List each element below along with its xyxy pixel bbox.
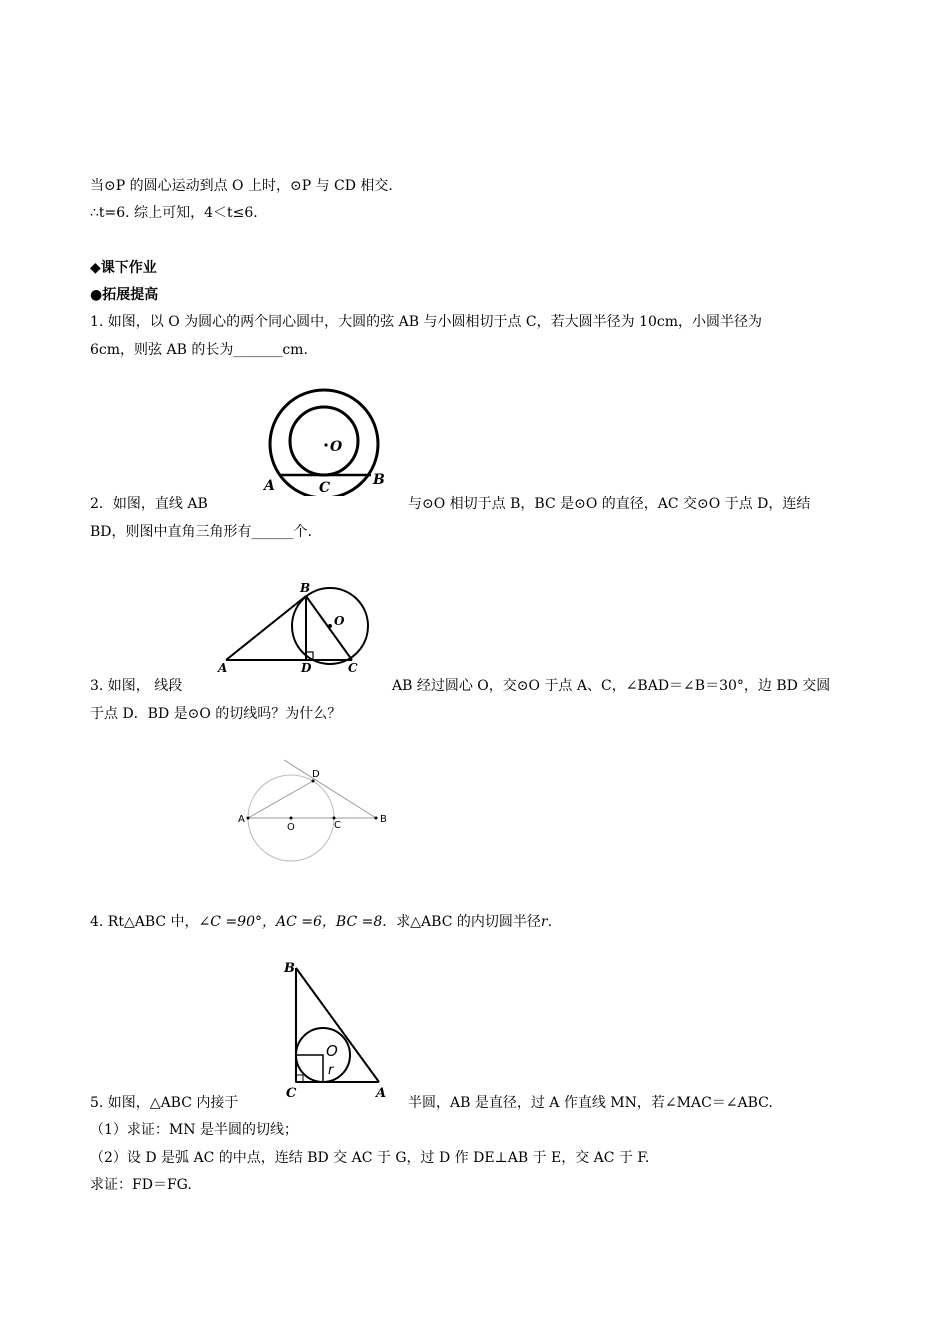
question-4-suffix: ．求△ABC 的内切圆半径: [382, 914, 541, 930]
figure-3-circle-tangent: [236, 756, 396, 862]
fig2-center-dot: [328, 624, 332, 628]
fig3-line-ad: [248, 781, 313, 818]
question-2-line-2: BD，则图中直角三角形有______个.: [90, 524, 312, 540]
question-3-line-1-right: AB 经过圆心 O，交⊙O 于点 A、C，∠BAD＝∠B＝30°，边 BD 交圆: [392, 678, 831, 694]
question-2-line-1-right: 与⊙O 相切于点 B，BC 是⊙O 的直径，AC 交⊙O 于点 D，连结: [408, 496, 811, 512]
section-heading-homework: ◆课下作业: [90, 260, 157, 276]
section-heading-extension: ●拓展提高: [90, 287, 159, 303]
question-4-prefix: 4. Rt△ABC 中，: [90, 914, 199, 930]
fig3-label-d: D: [312, 769, 320, 780]
fig1-label-c: C: [319, 480, 331, 496]
fig2-label-c: C: [348, 661, 358, 675]
fig1-label-a: A: [264, 478, 275, 494]
text-line-2: ∴t=6. 综上可知，4＜t≤6.: [90, 205, 258, 221]
question-5-line-3: （2）设 D 是弧 AC 的中点，连结 BD 交 AC 于 G，过 D 作 DE⊥AB 于 E，交 AC 于 F.: [90, 1150, 650, 1166]
question-3-line-2: 于点 D．BD 是⊙O 的切线吗？为什么？: [90, 706, 342, 722]
fig2-label-d: D: [301, 661, 312, 675]
fig3-point-b: [375, 817, 378, 820]
question-5-line-2: （1）求证：MN 是半圆的切线；: [90, 1122, 298, 1138]
figure-1-concentric-circles: [258, 388, 398, 496]
fig3-label-c: C: [334, 820, 341, 831]
question-4-r: r: [540, 914, 548, 930]
fig3-label-b: B: [380, 814, 387, 825]
question-3-line-1-left: 3. 如图， 线段: [90, 678, 183, 694]
text-line-1: 当⊙P 的圆心运动到点 O 上时，⊙P 与 CD 相交.: [90, 178, 393, 194]
question-4-line: [90, 912, 552, 932]
question-1-line-2: 6cm，则弦 AB 的长为_______cm.: [90, 342, 308, 358]
fig4-label-c: C: [286, 1086, 297, 1100]
fig2-label-b: B: [300, 581, 311, 595]
fig1-center-dot: [324, 443, 327, 446]
question-2-line-1-left: 2．如图，直线 AB: [90, 496, 208, 512]
fig1-label-b: B: [373, 472, 385, 488]
fig4-label-b: B: [284, 961, 295, 976]
fig4-right-angle: [296, 1075, 303, 1082]
question-5-line-1-left: 5. 如图，△ABC 内接于: [90, 1095, 239, 1111]
question-5-line-1-right: 半圆，AB 是直径，过 A 作直线 MN，若∠MAC＝∠ABC.: [408, 1095, 773, 1111]
fig2-label-o: O: [334, 614, 345, 628]
question-4-end: .: [547, 914, 553, 930]
fig4-label-r: r: [328, 1063, 334, 1078]
question-1-line-1: 1. 如图，以 O 为圆心的两个同心圆中，大圆的弦 AB 与小圆相切于点 C，若大圆半径为 10cm，小圆半径为: [90, 314, 763, 330]
fig2-label-a: A: [218, 661, 228, 675]
fig4-label-o: O: [326, 1042, 338, 1060]
figure-4-incircle: [282, 958, 392, 1100]
fig2-line-bc: [306, 596, 352, 660]
question-4-math: ∠C =90°，AC =6，BC =8: [198, 914, 383, 930]
fig2-line-ab: [226, 596, 306, 660]
fig3-label-o: O: [287, 822, 295, 833]
fig3-label-a: A: [238, 814, 245, 825]
fig1-small-circle: [290, 407, 358, 475]
fig4-line-ab: [296, 968, 379, 1082]
question-5-line-4: 求证：FD＝FG.: [90, 1177, 192, 1193]
fig3-point-a: [247, 817, 250, 820]
fig3-point-o: [290, 817, 293, 820]
fig3-line-bd-extended: [284, 760, 376, 818]
fig1-label-o: O: [330, 439, 343, 455]
fig4-label-a: A: [376, 1086, 387, 1100]
figure-2-triangle-circle: [212, 578, 382, 676]
